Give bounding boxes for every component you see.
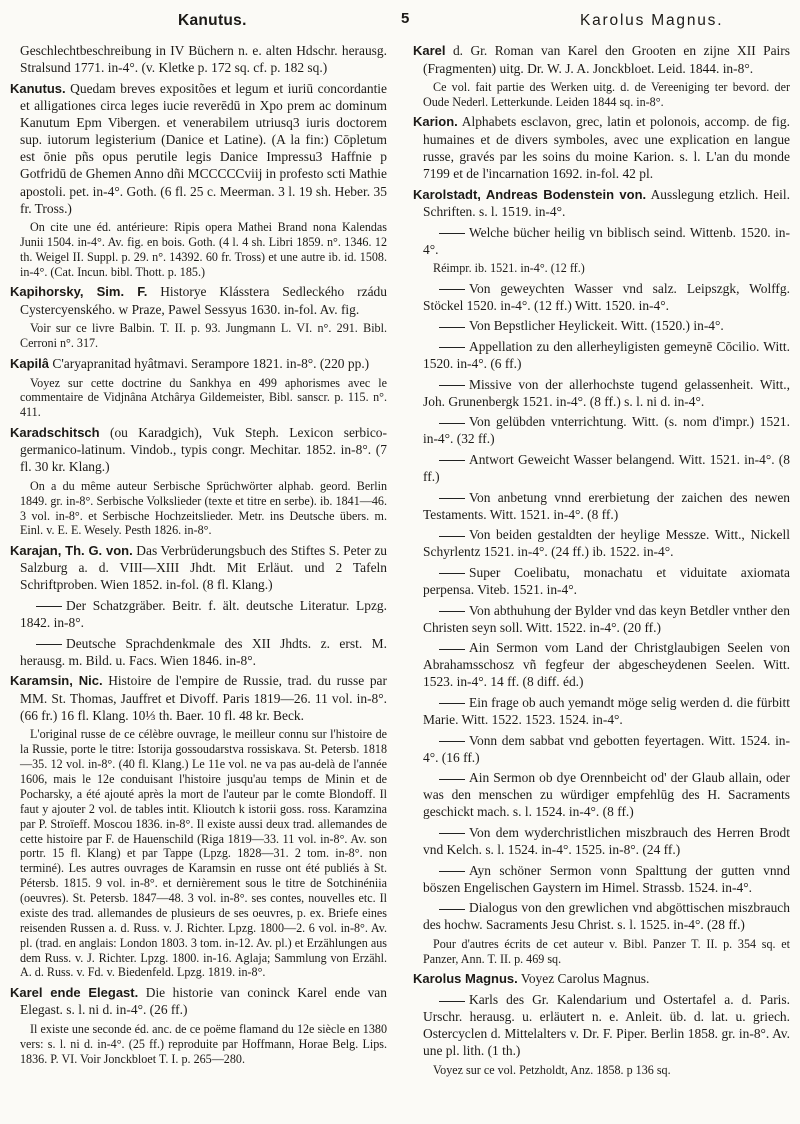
sub-entry [413, 526, 790, 560]
sub-entry [413, 769, 790, 820]
bibliographic-note: Il existe une seconde éd. anc. de ce poëme flamand du 12e siècle en 1380 vers: s. l. ni d. in-4°. (25 ff.) reproduite par Hoffmann, Horae Belg. Lips. 1836. P. VI. Voir Jonckbloet T. I. p. 265—280. [20, 1021, 387, 1066]
entry-heading: Karel ende Elegast. [10, 984, 139, 1000]
entry-text: Antwort Geweicht Wasser belangend. Witt. 1521. in-4°. (8 ff.) [423, 451, 790, 484]
ditto-dash [439, 909, 465, 910]
bibliographic-note: Réimpr. ib. 1521. in-4°. (12 ff.) [433, 261, 585, 276]
ditto-dash [439, 233, 465, 234]
entry-heading: Karadschitsch [10, 424, 100, 440]
entry-text: Von abthuhung der Bylder vnd das keyn Betdler vnther den Christen seyn soll. Witt. 1522. in-4°. (20 ff.) [423, 602, 790, 635]
ditto-dash [439, 703, 465, 704]
ditto-dash [439, 833, 465, 834]
catalogue-entry [413, 186, 790, 221]
entry-heading: Karolstadt, Andreas Bodenstein von. [413, 186, 647, 202]
ditto-dash [439, 871, 465, 872]
entry-text: Super Coelibatu, monachatu et viduitate axiomata perpensa. Viteb. 1521. in-4°. [423, 564, 790, 597]
entry-text: Vonn dem sabbat vnd gebotten feyertagen. Witt. 1524. in-4°. (16 ff.) [423, 732, 790, 765]
ditto-dash [439, 460, 465, 461]
ditto-dash [439, 1001, 465, 1002]
entry-text: Von geweychten Wasser vnd salz. Leipszgk, Wolffg. Stöckel 1520. in-4°. (12 ff.) Witt. 1520. in-4°. [423, 280, 790, 313]
continued-entry: Geschlechtbeschreibung in IV Büchern n. e. alten Hdschr. herausg. Stralsund 1771. in-4°. (v. Kletke p. 172 sq. cf. p. 182 sq.) [20, 43, 387, 76]
entry-heading: Kanutus. [10, 80, 66, 96]
two-column-body [10, 42, 790, 1081]
right-column [413, 42, 790, 1081]
bibliographic-note: Pour d'autres écrits de cet auteur v. Bibl. Panzer T. II. p. 354 sq. et Panzer, Ann. T. II. p. 469 sq. [423, 936, 790, 966]
entry-text: Der Schatzgräber. Beitr. f. ält. deutsche Literatur. Lpzg. 1842. in-8°. [20, 597, 387, 631]
sub-entry [413, 317, 790, 334]
sub-entry [413, 451, 790, 485]
sub-entry [413, 338, 790, 372]
bibliographic-note: L'original russe de ce célèbre ouvrage, le meilleur connu sur l'histoire de la Russie, porte le titre: Istorija gossoudarstva rossiskava. St. Petersb. 1818—35. 12 vol. in-8°. (40 fl. Klang.) Le 11e vol. ne va pas au-delà de l'année 1606, mais le 12e conduisant l'histoire jusqu'au temps de Minin et de Pocharsky, a été ajouté après la mort de l'auteur par le comte Blondoff. Il faut y ajouter 2 vol. de tables intit. Klioutch k istorii goss. ross. Karamzina par P. Stroïeff. Moscou 1836. in-8°. Il existe aussi deux trad. allemandes de cette histoire par F. de Hauenschild (Riga 1819—33. 11 vol. in-8°. Av. son portr. 15 fl. Klang) et par Tappe (Lpzg. 1828—31. 2 tom. in-8°. non terminé). Les autres ouvrages de Karamsin en russe ont été publiés à St. Pétersb. 1815. 9 vol. in-8°. et dernièrement sous le titre de Sotchinéniia (oeuvres). St. Petersb. 1847—48. 3 vol. in-8°. ses contes, nouvelles etc. Il existe des trad. allemandes de plusieurs de ses oeuvres, p. ex. Briefe eines reisenden Russen a. d. Russ. v. J. Richter. Lpzg. 1800—2. 6 vol. in-8°. Av. pl. (trad. en anglais: London 1803. 3 tom. in-12. Av. pl.) et Erzählungen aus dem Russ. v. J. Richter. Lpzg. 1800. in-16. Aglaja; Sammlung von Erzähl. A. d. Russ. v. Fd. v. Biedenfeld. Lpzg. 1819. in-8°. [20, 727, 387, 980]
entry-text: Histoire de l'empire de Russie, trad. du russe par MM. St. Thomas, Jauffret et Divoff. Paris 1819—26. 11 vol. in-8°. (66 fr.) 16 fl. Klang. 10⅓ th. Baer. 10 fl. 48 kr. Beck. [20, 673, 387, 723]
entry-heading: Karolus Magnus. [413, 971, 518, 987]
entry-text: Von gelübden vnterrichtung. Witt. (s. nom d'impr.) 1521. in-4°. (32 ff.) [423, 414, 790, 447]
ditto-dash [439, 347, 465, 348]
entry-heading: Kapilâ [10, 355, 50, 371]
entry-text: Quedam breves expositões et legum et iuriū concordantie et alligationes circa leges iucie reverēdū in Xpo prem ac dominum Kanutum Epm Vibergen. et venerabilem utriusq3 iuris doctorem sup. iutorum legisterium (Danice et Latine). (A la fin:) Cōpletum est ōnie pñs opus perutile legis Danice Impressu3 Haffnie p Gotfridū de Ghemen Anno dñi MCCCCCviij in profesto scti Mathie apostoli. pet. in-4°. Goth. (6 fl. 25 c. Meerman. 3 l. 19 sh. Heber. 35 fr. Tross.) [20, 80, 387, 216]
page-number: 5 [401, 10, 410, 27]
entry-text: Das Verbrüderungsbuch des Stiftes S. Peter zu Salzburg a. d. VIII—XIII Jhdt. Mit Erläut. und 2 Tafeln Schriftproben. Wien 1852. in-fol. (8 fl. Klang.) [20, 542, 388, 593]
sub-entry [413, 564, 790, 598]
bibliographic-note: Voyez sur cette doctrine du Sankhya en 499 aphorismes avec le commentaire de Vidjnâna Atchârya Gildemeister, Bibl. sanscr. p. 115. n°. 411. [20, 375, 387, 420]
sub-entry [10, 597, 387, 631]
ditto-dash [439, 289, 465, 290]
entry-text: Karls des Gr. Kalendarium und Ostertafel a. d. Paris. Urschr. herausg. u. erläutert n. e. Anleit. üb. d. lat. u. griech. Ostercyclen d. Mittelalters v. Dr. F. Piper. Berlin 1858. gr. in-8°. Av. une pl. lith. (1 th.) [423, 992, 790, 1059]
sub-entry [413, 489, 790, 523]
entry-text: Von Bepstlicher Heylickeit. Witt. (1520.) in-4°. [469, 318, 724, 334]
sub-entry [413, 224, 790, 258]
ditto-dash [36, 644, 62, 645]
bibliographic-note: Ce vol. fait partie des Werken uitg. d. de Vereeniging ter bevord. der Oude Nederl. Letterkunde. Leiden 1844 sq. in-8°. [423, 80, 790, 109]
catalogue-entry [10, 672, 387, 724]
bibliographic-note: On a du même auteur Serbische Sprüchwörter alphab. geord. Berlin 1849. gr. in-8°. Serbische Volkslieder (texte et titre en serbe). ib. 1841—46. 3 vol. in-8°. et Serbische Hochzeitslieder. Metr. ins Deutsche übers. m. Einl. v. E. E. Wesely. Pesth 1826. in-8°. [20, 478, 387, 538]
ditto-dash [439, 649, 465, 650]
entry-text: Alphabets esclavon, grec, latin et polonois, accomp. de fig. humaines et de divers symboles, avec une explication en langue russe, gravés par les soins du moine Karion. s. l. L'an du monde 7199 et de l'incarnation 1692. in-fol. 42 pl. [423, 114, 790, 181]
entry-text: Ayn schöner Sermon vonn Spalttung der gutten vnnd böszen Engelischen Gaystern im Himel. Strassb. 1524. in-4°. [423, 862, 790, 895]
entry-text: Dialogus von den grewlichen vnd abgöttischen miszbrauch des hochw. Sacraments Jesu Christ. s. l. 1525. in-4°. (28 ff.) [423, 900, 790, 933]
ditto-dash [439, 498, 465, 499]
sub-entry [413, 732, 790, 766]
entry-text: Historye Klásstera Sedleckého rzádu Cystercyenského. w Praze, Pawel Sessyus 1630. in-fol. Av. fig. [20, 284, 387, 317]
entry-text: Appellation zu den allerheyligisten gemeynē Cōcilio. Witt. 1520. in-4°. (6 ff.) [423, 338, 790, 371]
entry-text: d. Gr. Roman van Karel den Grooten en zijne XII Pairs (Fragmenten) uitg. Dr. W. J. A. Jonckbloet. Leid. 1844. in-8°. [423, 43, 790, 76]
catalogue-entry [10, 542, 387, 594]
entry-heading: Kapihorsky, Sim. F. [10, 284, 148, 300]
catalogue-entry [10, 424, 387, 476]
ditto-dash [439, 573, 465, 574]
entry-text: Ausslegung etzlich. Heil. Schriften. s. l. 1519. in-4°. [423, 186, 790, 220]
running-head [10, 10, 790, 42]
sub-entry [413, 824, 790, 858]
sub-entry [413, 899, 790, 933]
catalogue-entry [413, 42, 790, 77]
catalogue-entry [10, 355, 387, 373]
entry-text: Voyez Carolus Magnus. [517, 971, 650, 987]
ditto-dash [439, 741, 465, 742]
bibliographic-note: On cite une éd. antérieure: Ripis opera Mathei Brand nona Kalendas Junii 1504. in-4°. Av. fig. en bois. Goth. (4 l. 4 sh. Libri 1859. n°. 1346. 12 th. Weigel II. Suppl. p. 29. n°. 14392. 60 fr. Tross) et une autre ib. id. 1508. in-4°. (Cat. Incun. bibl. Thott. p. 185.) [20, 220, 387, 279]
catalogue-entry [413, 970, 790, 988]
entry-heading: Karion. [413, 114, 458, 130]
entry-text: Die historie van coninck Karel ende van Elegast. s. l. ni d. in-4°. (26 ff.) [20, 984, 387, 1018]
catalogue-entry [10, 283, 387, 318]
running-head-left: Kanutus. [178, 12, 247, 29]
sub-entry [413, 639, 790, 690]
entry-text: (ou Karadgich), Vuk Steph. Lexicon serbico-germanico-latinum. Vindob., typis congr. Mechitar. 1852. in-8°. (7 fl. 30 kr. Klang.) [20, 424, 387, 475]
ditto-dash [439, 536, 465, 537]
sub-entry [413, 376, 790, 410]
sub-entry [413, 991, 790, 1059]
sub-entry [413, 280, 790, 314]
entry-text: Missive von der allerhochste tugend gelassenheit. Witt., Joh. Grunenbergk 1521. in-4°. (8 ff.) s. l. ni d. in-4°. [423, 376, 790, 409]
entry-text: Ain Sermon ob dye Orennbeicht od' der Glaub allain, oder was den menschen zu würdiger empfehlūg des H. Sacraments geschickt mach. s. l. 1524. in-4°. (8 ff.) [423, 770, 790, 820]
entry-text: Ein frage ob auch yemandt möge selig werden d. die fürbitt Marie. Witt. 1522. 1523. 1524. in-4°. [423, 694, 790, 727]
running-head-right: Karolus Magnus. [580, 12, 724, 29]
entry-text: Von beiden gestaldten der heylige Messze. Witt., Nickell Schyrlentz 1521. in-4°. (24 ff.) ib. 1522. in-4°. [423, 527, 790, 560]
entry-text: Ain Sermon vom Land der Christglaubigen Seelen von Abrahamsschosz vñ fegfeur der abgescheydenen Seelen. Witt. 1523. in-4°. 14 ff. (8 diff. éd.) [423, 640, 790, 690]
catalogue-entry [10, 984, 387, 1019]
entry-text: C'aryapranitad hyâtmavi. Serampore 1821. in-8°. (220 pp.) [49, 355, 370, 371]
catalogue-entry [10, 80, 387, 217]
entry-text: Deutsche Sprachdenkmale des XII Jhdts. z. erst. M. herausg. m. Bild. u. Facs. Wien 1846. in-8°. [20, 635, 387, 668]
left-column [10, 42, 387, 1081]
bibliographic-note: Voir sur ce livre Balbin. T. II. p. 93. Jungmann L. VI. n°. 291. Bibl. Cerroni n°. 317. [20, 321, 387, 351]
ditto-dash [439, 327, 465, 328]
entry-text: Von anbetung vnnd ererbietung der zaichen des newen Testaments. Witt. 1521. in-4°. (8 ff.) [423, 489, 790, 522]
ditto-dash [36, 606, 62, 607]
sub-entry [413, 413, 790, 447]
entry-heading: Karel [413, 43, 446, 58]
ditto-dash [439, 385, 465, 386]
sub-entry [413, 602, 790, 636]
ditto-dash [439, 423, 465, 424]
sub-entry [413, 694, 790, 728]
entry-heading: Karajan, Th. G. von. [10, 542, 133, 558]
sub-entry [10, 635, 387, 669]
entry-text: Welche bücher heilig vn biblisch seind. Wittenb. 1520. in-4°. [423, 224, 790, 257]
ditto-dash [439, 779, 465, 780]
catalogue-entry [413, 113, 790, 182]
entry-heading: Karamsin, Nic. [10, 673, 103, 689]
sub-entry [413, 862, 790, 896]
ditto-dash [439, 611, 465, 612]
entry-text: Von dem wyderchristlichen miszbrauch des Herren Brodt vnd Kelch. s. l. 1524. in-4°. 1525. in-8°. (24 ff.) [423, 824, 790, 858]
bibliographic-note: Voyez sur ce vol. Petzholdt, Anz. 1858. p 136 sq. [433, 1062, 671, 1077]
